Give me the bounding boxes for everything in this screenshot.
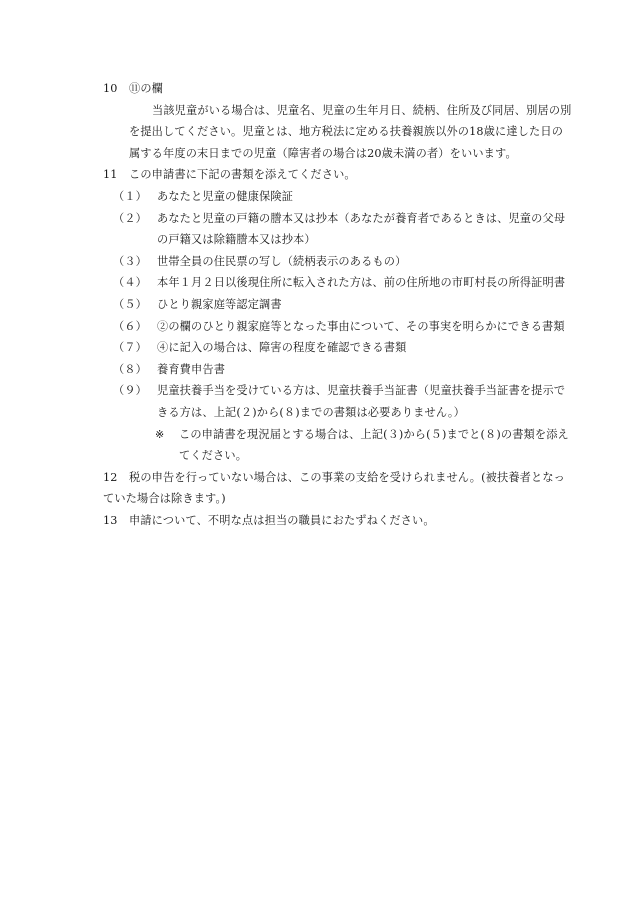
- section-10: [103, 78, 573, 164]
- section-13: [103, 510, 573, 532]
- section-heading: ⑪の欄: [129, 82, 164, 95]
- note: [121, 424, 573, 467]
- list-item: [113, 251, 573, 273]
- list-item: [113, 337, 573, 359]
- item-number: （２）: [113, 211, 148, 225]
- section-paragraph: 当該児童がいる場合は、児童名、児童の生年月日、続柄、住所及び同居、別居の別を提出してください。児童とは、地方税法に定める扶養親族以外の18歳に達した日の属する年度の末日までの児童（障害者の場合は20歳未満の者）をいいます。: [129, 103, 572, 160]
- required-documents-list: [113, 186, 573, 424]
- note-text: この申請書を現況届とする場合は、上記(３)から(５)までと(８)の書類を添えてください。: [179, 427, 569, 463]
- item-text: 養育費申告書: [157, 362, 226, 376]
- list-item: [113, 186, 573, 208]
- section-12: [103, 467, 573, 510]
- item-text: ひとり親家庭等認定調書: [157, 297, 282, 311]
- section-heading: この申請書に下記の書類を添えてください。: [129, 168, 356, 182]
- item-text: 本年１月２日以後現住所に転入された方は、前の住所地の市町村長の所得証明書: [157, 276, 566, 290]
- item-number: （６）: [113, 319, 148, 333]
- instructions-content: [103, 78, 573, 531]
- item-number: （５）: [113, 297, 148, 311]
- section-number: 10: [103, 82, 118, 95]
- list-item: [113, 208, 573, 251]
- list-item: [113, 316, 573, 338]
- item-number: （３）: [113, 254, 148, 268]
- list-item: [113, 380, 573, 423]
- item-number: （４）: [113, 276, 148, 290]
- section-number: 12: [103, 470, 118, 484]
- item-text: あなたと児童の戸籍の謄本又は抄本（あなたが養育者であるときは、児童の父母の戸籍又は除籍謄本又は抄本）: [157, 211, 566, 247]
- item-number: （９）: [113, 384, 148, 398]
- item-text: 児童扶養手当を受けている方は、児童扶養手当証書（児童扶養手当証書を提示できる方は、上記(２)から(８)までの書類は必要ありません。）: [157, 384, 566, 419]
- list-item: [113, 359, 573, 381]
- item-number: （７）: [113, 341, 148, 355]
- section-number: 13: [103, 513, 118, 527]
- section-text: 税の申告を行っていない場合は、この事業の支給を受けられません。(被扶養者となっていた場合は除きます。): [103, 470, 566, 506]
- item-number: （１）: [113, 189, 148, 203]
- section-11: [103, 164, 573, 466]
- section-number: 11: [103, 168, 118, 182]
- list-item: [113, 294, 573, 316]
- item-text: 世帯全員の住民票の写し（続柄表示のあるもの）: [157, 254, 407, 268]
- item-text: あなたと児童の健康保険証: [157, 189, 294, 203]
- item-text: ④に記入の場合は、障害の程度を確認できる書類: [157, 341, 407, 355]
- item-text: ②の欄のひとり親家庭等となった事由について、その事実を明らかにできる書類: [157, 319, 565, 333]
- note-mark: ※: [155, 427, 165, 441]
- list-item: [113, 272, 573, 294]
- item-number: （８）: [113, 362, 148, 376]
- section-text: 申請について、不明な点は担当の職員におたずねください。: [129, 513, 435, 527]
